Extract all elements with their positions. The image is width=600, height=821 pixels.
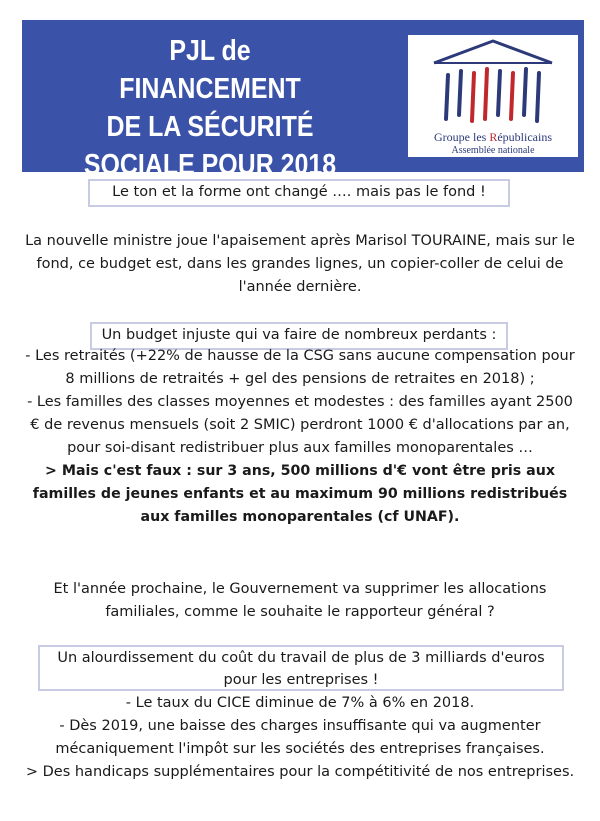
logo-name-rest: épublicains: [497, 130, 552, 144]
section1-paragraph: La nouvelle ministre joue l'apaisement après Marisol TOURAINE, mais sur le fond, ce budget est, dans les grandes lignes, un copier-coller de celui de l'année dernière.: [25, 233, 575, 295]
section1-paragraph-block: [22, 230, 578, 299]
section2-heading: Un budget injuste qui va faire de nombreux perdants :: [101, 327, 497, 343]
section3-heading-box: [38, 645, 564, 691]
section3-heading-line-1: Un alourdissement du coût du travail de plus de 3 milliards d'euros: [57, 650, 545, 666]
title-line-2: DE LA SÉCURITÉ: [106, 111, 314, 143]
section1-heading-box: [88, 179, 510, 207]
section3-point-3: > Des handicaps supplémentaires pour la compétitivité de nos entreprises.: [25, 764, 575, 780]
logo-subtitle: Assemblée nationale: [451, 145, 535, 156]
assembly-building-icon: [408, 35, 578, 131]
section2-question: Et l'année prochaine, le Gouvernement va supprimer les allocations familiales, comme le souhaite le rapporteur général ?: [53, 581, 547, 620]
section3-heading-line-2: pour les entreprises !: [223, 672, 379, 688]
section2-point-1: - Les retraités (+22% de hausse de la CSG sans aucune compensation pour 8 millions de retraités + gel des pensions de retraites en 2018) ;: [25, 348, 575, 387]
header-banner: [22, 20, 584, 181]
title-line-1: PJL de FINANCEMENT: [119, 35, 301, 105]
section2-body: [22, 345, 578, 529]
section3-point-2: - Dès 2019, une baisse des charges insuffisante qui va augmenter mécaniquement l'impôt sur les sociétés des entreprises françaises.: [55, 718, 545, 757]
section3-body: [22, 692, 578, 784]
section2-point-2: - Les familles des classes moyennes et modestes : des familles ayant 2500 € de revenus mensuels (soit 2 SMIC) perdront 1000 € d'allocations par an, pour soi-disant redistribuer plus aux familles monoparentales …: [27, 394, 573, 456]
section2-bold-statement: > Mais c'est faux : sur 3 ans, 500 millions d'€ vont être pris aux familles de jeunes enfants et au maximum 90 millions redistribués aux familles monoparentales (cf UNAF).: [32, 463, 568, 525]
logo-name-prefix: Groupe les: [434, 130, 490, 144]
section2-question-block: [22, 578, 578, 624]
title-line-3: SOCIALE POUR 2018: [83, 149, 337, 181]
document-title: [81, 32, 339, 184]
section3-point-1: - Le taux du CICE diminue de 7% à 6% en 2018.: [125, 695, 475, 711]
logo-group-name: [408, 130, 578, 145]
section1-heading: Le ton et la forme ont changé …. mais pas le fond !: [112, 184, 486, 200]
party-logo: [408, 35, 578, 157]
logo-name-mark: R: [489, 130, 498, 144]
